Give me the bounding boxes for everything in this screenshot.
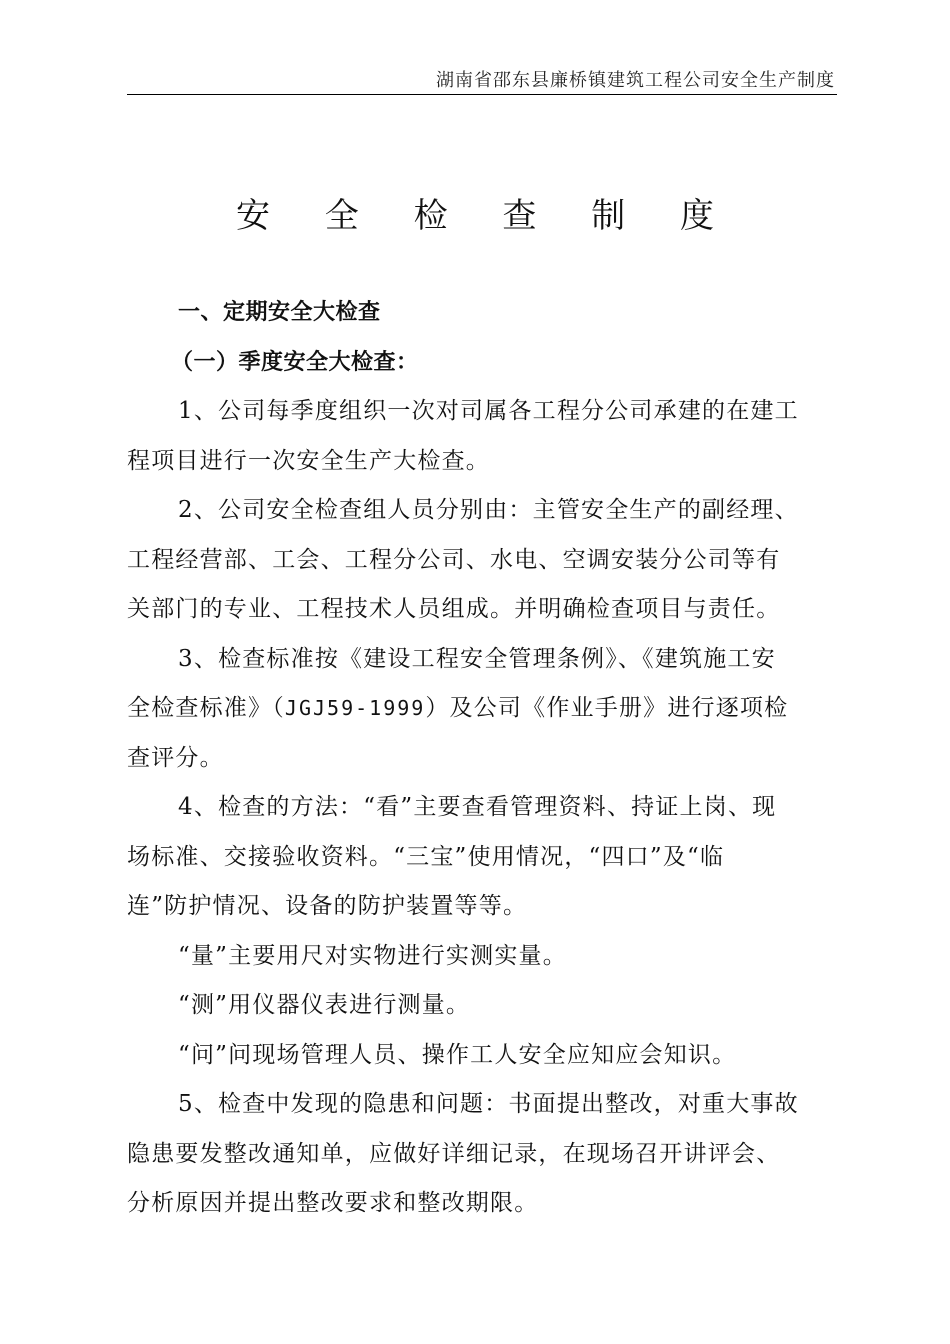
paragraph-4-line-2: 场标准、交接验收资料。“三宝”使用情况，“四口”及“临: [127, 843, 725, 870]
paragraph-2-line-1: 2、公司安全检查组人员分别由：主管安全生产的副经理、: [178, 497, 799, 523]
paragraph-2-line-2: 工程经营部、工会、工程分公司、水电、空调安装分公司等有: [127, 546, 781, 573]
document-title: 安 全 检 查 制 度: [235, 196, 737, 236]
paragraph-4-line-4: “量”主要用尺对实物进行实测实量。: [178, 942, 567, 969]
paragraph-4-line-1: 4、检查的方法：“看”主要查看管理资料、持证上岗、现: [178, 794, 777, 820]
paragraph-5-line-2: 隐患要发整改通知单，应做好详细记录，在现场召开讲评会、: [127, 1140, 781, 1167]
paragraph-3-line-2: [127, 684, 840, 734]
document-body: [127, 288, 840, 1229]
header-text: 湖南省邵东县廉桥镇建筑工程公司安全生产制度: [436, 70, 835, 91]
paragraph-3-line-3: 查评分。: [127, 744, 224, 771]
paragraph-4-line-6: “问”问现场管理人员、操作工人安全应知应会知识。: [178, 1041, 737, 1068]
paragraph-1-line-1: 1、公司每季度组织一次对司属各工程分公司承建的在建工: [178, 398, 799, 424]
paragraph-4-line-3: 连”防护情况、设备的防护装置等等。: [127, 893, 528, 919]
standard-code: JGJ59-1999: [284, 696, 426, 720]
paragraph-3-line-2-part-a: 全检查标准》（: [127, 695, 285, 721]
section-heading: 一、定期安全大检查: [178, 300, 381, 325]
paragraph-4-line-5: “测”用仪器仪表进行测量。: [178, 992, 471, 1018]
paragraph-3-line-2-part-c: ）及公司《作业手册》进行逐项检: [425, 695, 789, 721]
section-subheading: （一）季度安全大检查：: [171, 349, 419, 375]
page-header: [127, 60, 837, 95]
paragraph-1-line-2: 程项目进行一次安全生产大检查。: [127, 447, 490, 474]
paragraph-2-line-3: 关部门的专业、工程技术人员组成。并明确检查项目与责任。: [127, 596, 781, 622]
paragraph-5-line-3: 分析原因并提出整改要求和整改期限。: [127, 1190, 539, 1216]
paragraph-5-line-1: 5、检查中发现的隐患和问题：书面提出整改，对重大事故: [178, 1091, 799, 1117]
paragraph-3-line-1: 3、检查标准按《建设工程安全管理条例》、《建筑施工安: [178, 645, 776, 672]
